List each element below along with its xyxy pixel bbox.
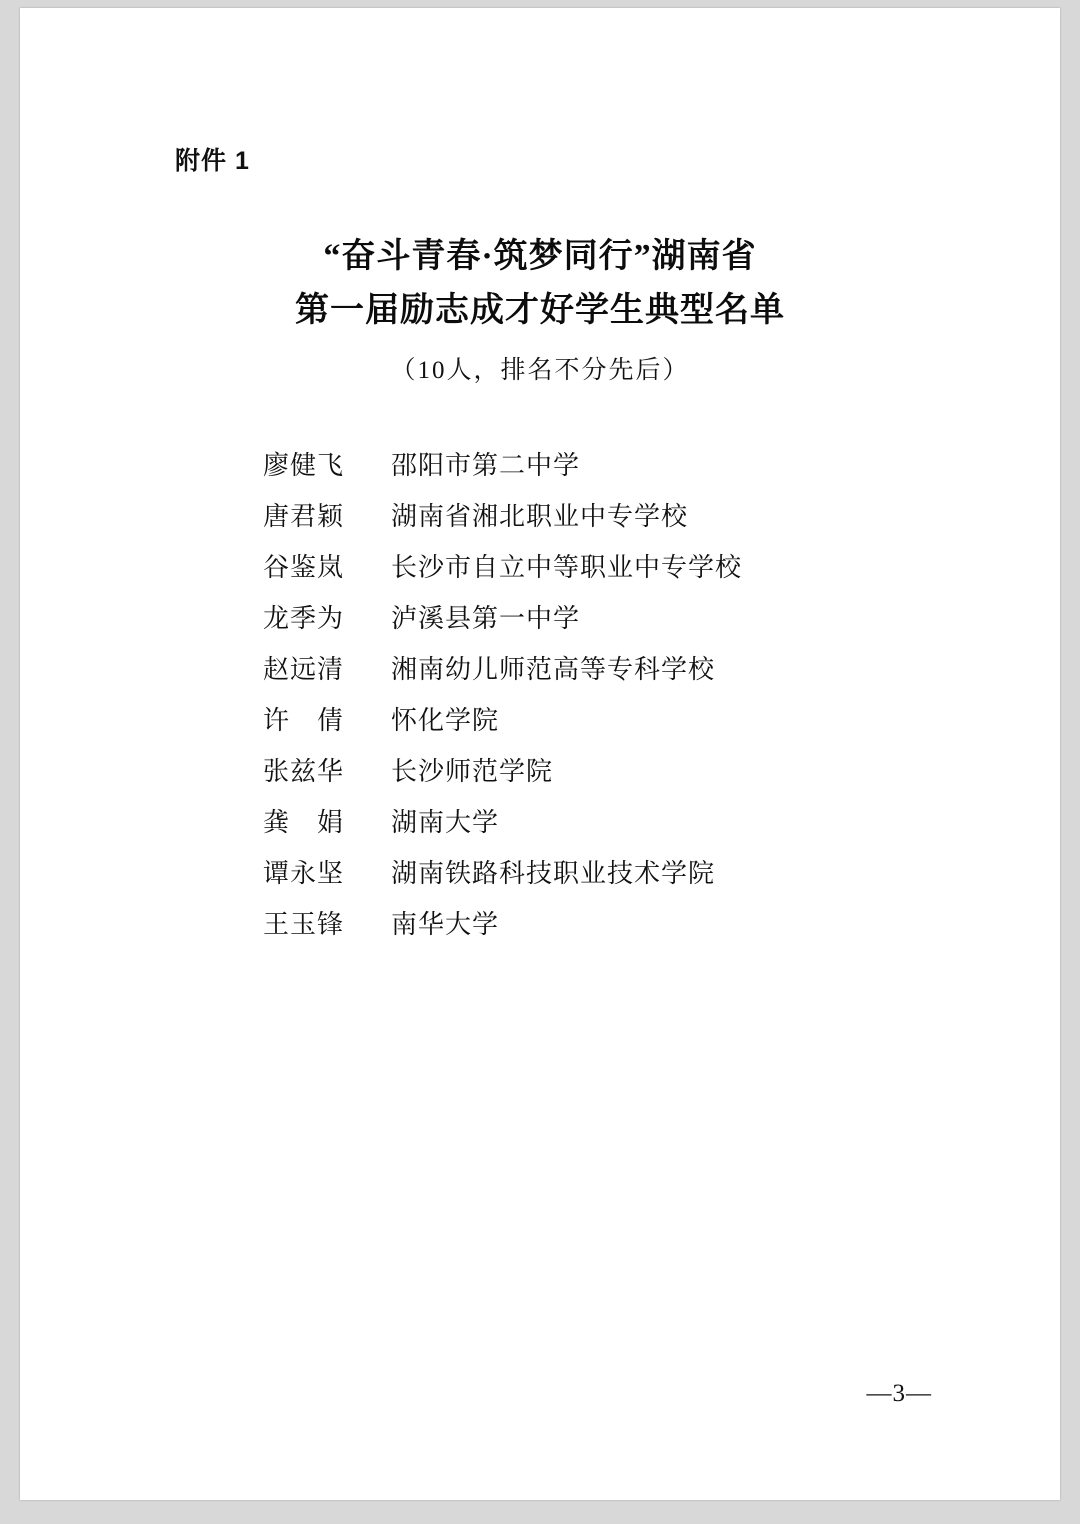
document-page (20, 8, 1060, 1500)
honoree-school: 邵阳市第二中学 (391, 451, 581, 480)
honoree-school: 湖南省湘北职业中专学校 (391, 502, 689, 531)
honoree-name: 谭永坚 (263, 859, 345, 888)
honoree-school: 南华大学 (391, 910, 500, 939)
honoree-school: 长沙师范学院 (391, 757, 554, 786)
list-item (263, 751, 963, 802)
list-item (263, 904, 963, 955)
page-number: —3— (866, 1380, 932, 1407)
honoree-school: 长沙市自立中等职业中专学校 (391, 553, 743, 582)
honoree-school: 湘南幼儿师范高等专科学校 (391, 655, 716, 684)
honoree-list (263, 445, 963, 955)
honoree-name: 王玉锋 (263, 910, 345, 939)
page-subtitle: （10人，排名不分先后） (390, 357, 690, 384)
honoree-school: 湖南大学 (391, 808, 500, 837)
honoree-name: 廖健飞 (263, 451, 345, 480)
list-item (263, 853, 963, 904)
title-block (20, 230, 1060, 386)
honoree-name: 赵远清 (263, 655, 345, 684)
honoree-name: 张兹华 (263, 757, 345, 786)
honoree-name: 龙季为 (263, 604, 345, 633)
list-item (263, 598, 963, 649)
page-title-line-2: 第一届励志成才好学生典型名单 (295, 292, 785, 329)
list-item (263, 649, 963, 700)
list-item (263, 700, 963, 751)
honoree-name: 许 倩 (263, 706, 345, 735)
list-item (263, 547, 963, 598)
honoree-name: 谷鉴岚 (263, 553, 345, 582)
list-item (263, 445, 963, 496)
honoree-school: 湖南铁路科技职业技术学院 (391, 859, 716, 888)
honoree-school: 怀化学院 (391, 706, 500, 735)
attachment-label: 附件 1 (175, 147, 250, 175)
honoree-name: 龚 娟 (263, 808, 345, 837)
page-title-line-1: “奋斗青春·筑梦同行”湖南省 (323, 238, 757, 275)
list-item (263, 802, 963, 853)
honoree-school: 泸溪县第一中学 (391, 604, 581, 633)
honoree-name: 唐君颖 (263, 502, 345, 531)
list-item (263, 496, 963, 547)
